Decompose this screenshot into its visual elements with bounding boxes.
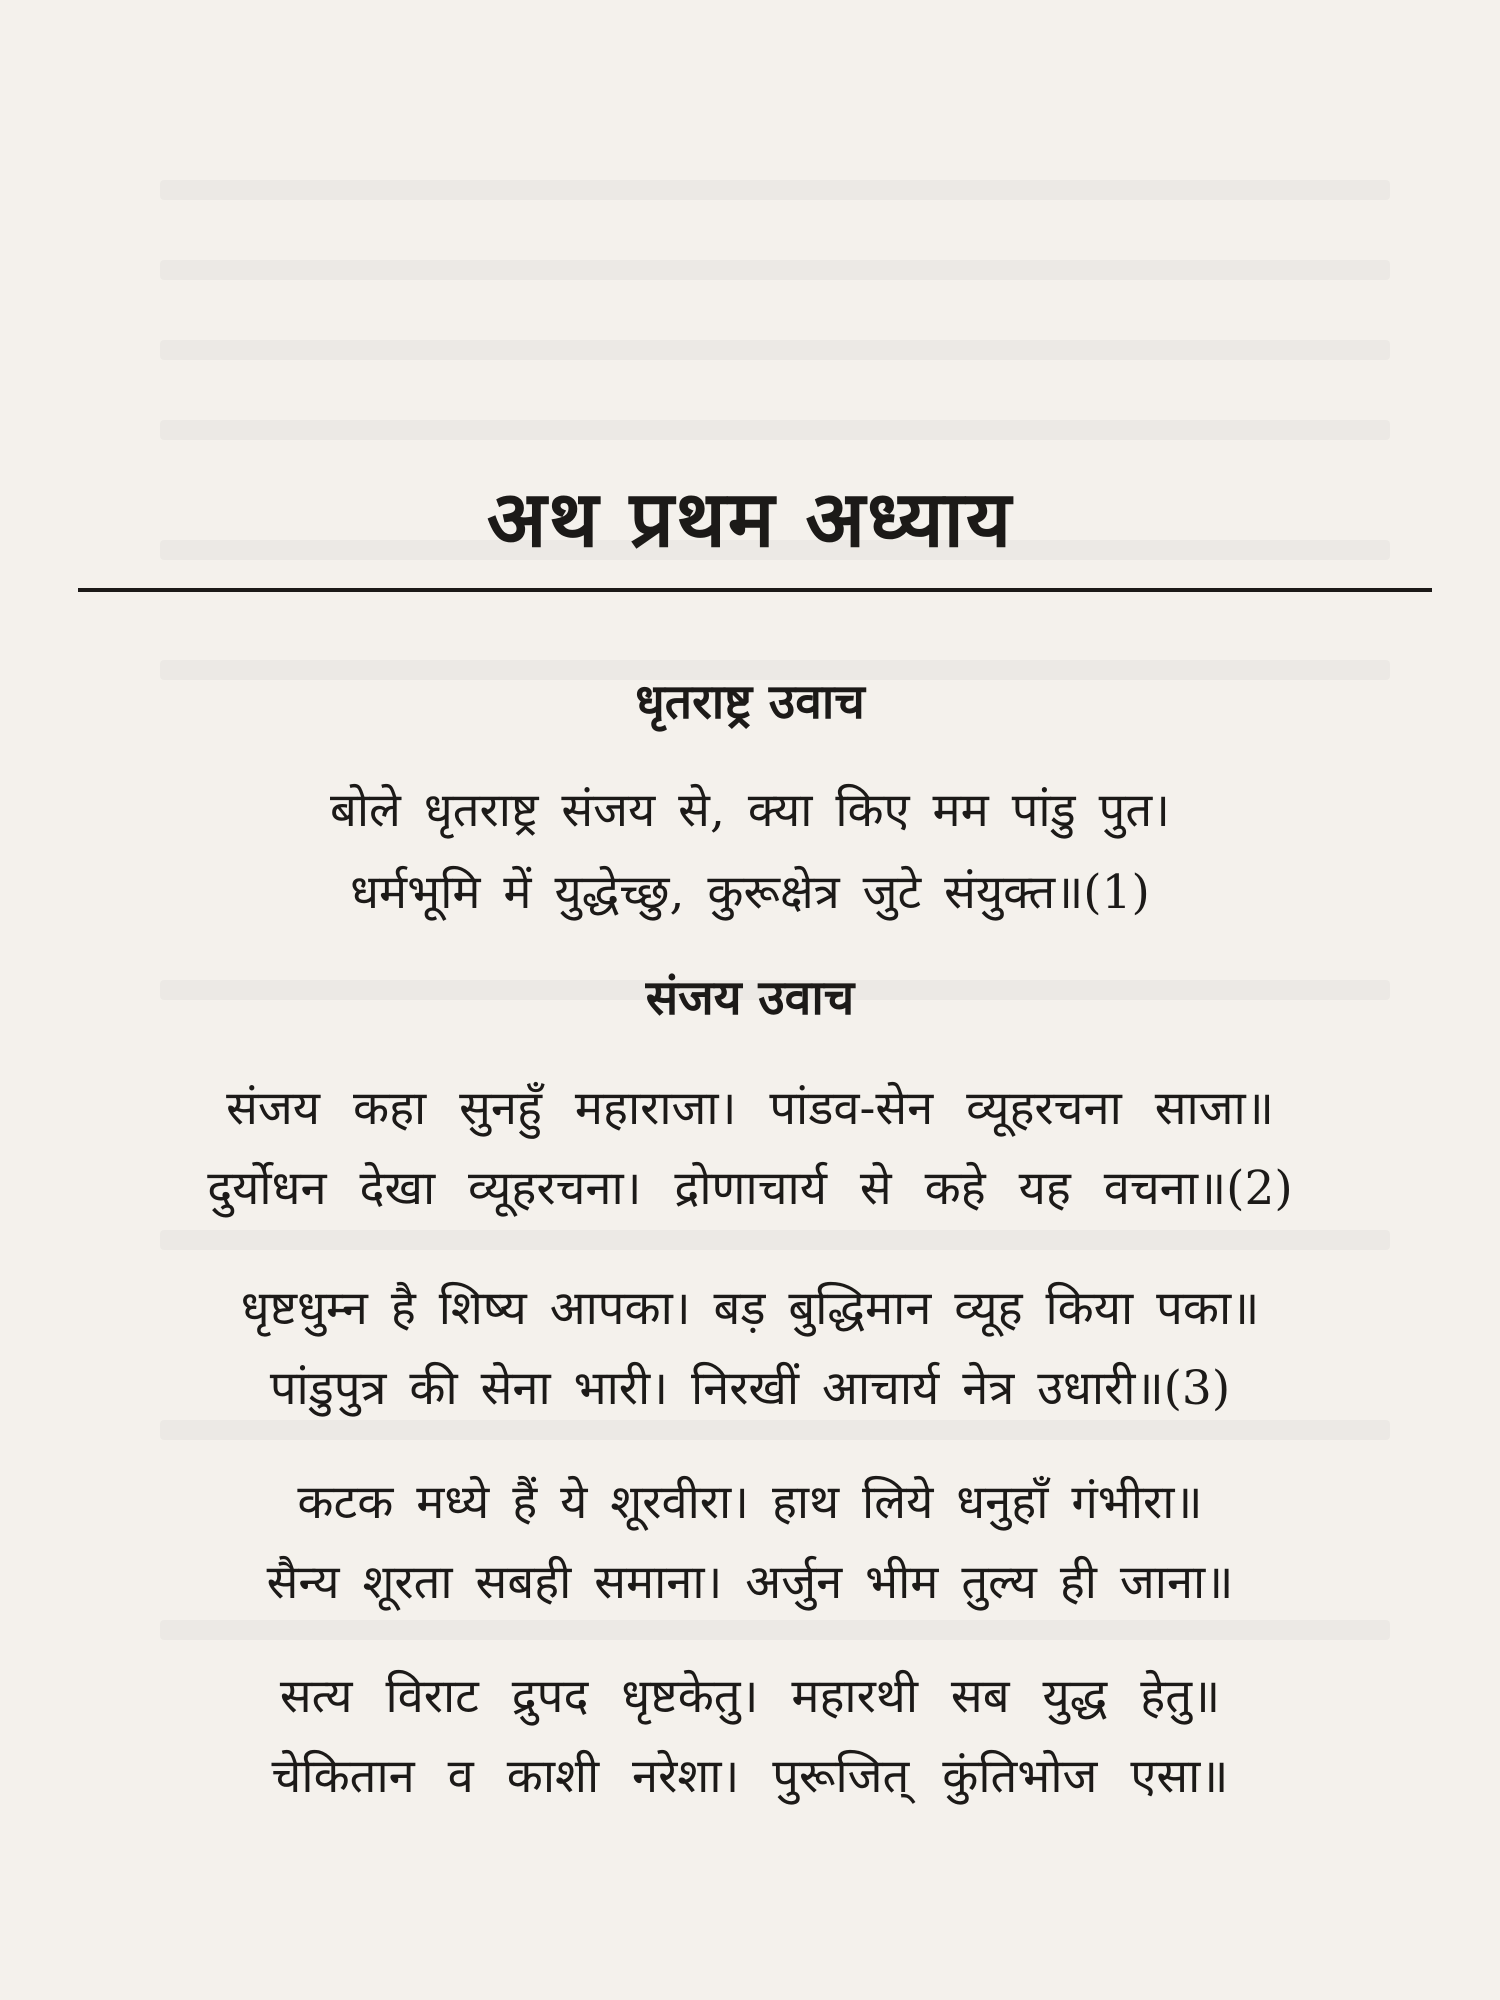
verse-line: दुर्योधन देखा व्यूहरचना। द्रोणाचार्य से कहे यह वचना॥(2) — [207, 1161, 1293, 1216]
bleed-through — [160, 340, 1390, 360]
speaker-heading: संजय उवाच — [645, 970, 855, 1026]
verse-line: संजय कहा सुनहुँ महाराजा। पांडव-सेन व्यूहरचना साजा॥ — [226, 1081, 1274, 1136]
chapter-title: अथ प्रथम अध्याय — [486, 474, 1014, 565]
verse-line: सैन्य शूरता सबही समाना। अर्जुन भीम तुल्य ही जाना॥ — [266, 1555, 1234, 1610]
bleed-through — [160, 1230, 1390, 1250]
verse-line: पांडुपुत्र की सेना भारी। निरखीं आचार्य नेत्र उधारी॥(3) — [269, 1361, 1231, 1416]
verse-line: धृष्टधुम्न है शिष्य आपका। बड़ बुद्धिमान व्यूह किया पका॥ — [240, 1281, 1260, 1336]
verse-line: धर्मभूमि में युद्धेच्छु, कुरूक्षेत्र जुटे संयुक्त॥(1) — [350, 865, 1150, 920]
verse-line: चेकितान व काशी नरेशा। पुरूजित् कुंतिभोज एसा॥ — [271, 1749, 1229, 1804]
bleed-through — [160, 180, 1390, 200]
bleed-through — [160, 1620, 1390, 1640]
bleed-through — [160, 420, 1390, 440]
verse-line: कटक मध्ये हैं ये शूरवीरा। हाथ लिये धनुहाँ गंभीरा॥ — [297, 1475, 1203, 1530]
verse-line: बोले धृतराष्ट्र संजय से, क्या किए मम पांडु पुत। — [330, 783, 1170, 838]
title-divider — [78, 588, 1432, 592]
bleed-through — [160, 1420, 1390, 1440]
verse-line: सत्य विराट द्रुपद धृष्टकेतु। महारथी सब युद्ध हेतु॥ — [279, 1669, 1221, 1724]
speaker-heading: धृतराष्ट्र उवाच — [635, 674, 865, 730]
bleed-through — [160, 260, 1390, 280]
